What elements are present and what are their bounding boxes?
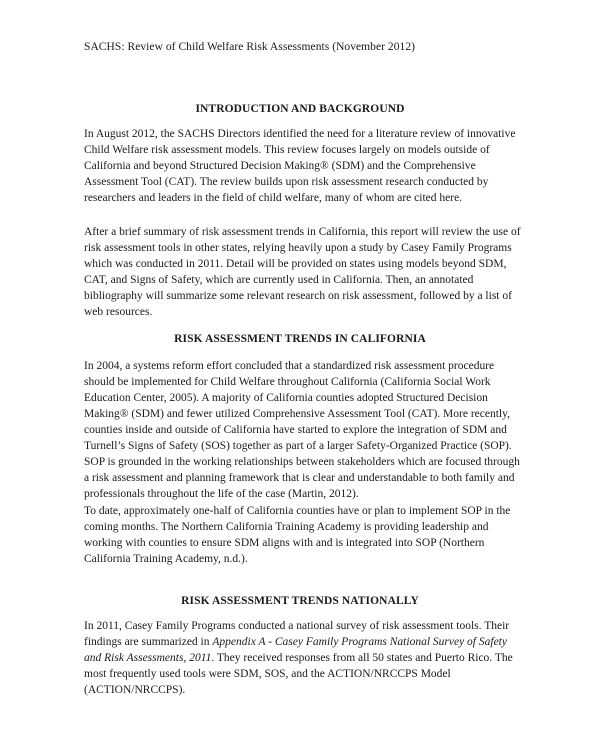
section-heading-introduction: INTRODUCTION AND BACKGROUND [195,103,405,115]
paragraph-nationally-text-after: . They received responses from all 50 states and Puerto Rico. The most frequently used tools were SDM, SOS, and the ACTION/NRCCPS Model (ACTION/NRCCPS). [84,652,513,696]
paragraph-nationally-text-before: In 2011, Casey Family Programs conducted a national survey of risk assessment tools. Their findings are summarized in [84,620,510,648]
section-heading-california: RISK ASSESSMENT TRENDS IN CALIFORNIA [174,333,426,345]
appendix-a-reference: Appendix A - Casey Family Programs National Survey of Safety and Risk Assessments, 2011 [84,636,507,664]
paragraph-california-1: In 2004, a systems reform effort concluded that a standardized risk assessment procedure should be implemented for Child Welfare throughout California (California Social Work Education Center, 2005). A majority of California counties adopted Structured Decision Making® (SDM) and fewer utilized Comprehensive Assessment Tool (CAT). More recently, counties inside and outside of California have started to explore the integration of SDM and Turnell’s Signs of Safety (SOS) together as part of a larger Safety-Organized Practice (SOP). SOP is grounded in the working relationships between stakeholders which are focused through a risk assessment and planning framework that is clear and understandable to both family and professionals throughout the life of the case (Martin, 2012). [84,360,520,500]
paragraph-introduction-2: After a brief summary of risk assessment trends in California, this report will review the use of risk assessment tools in other states, relying heavily upon a study by Casey Family Programs which was conducted in 2011. Detail will be provided on states using models beyond SDM, CAT, and Signs of Safety, which are currently used in California. Then, an annotated bibliography will summarize some relevant research on risk assessment, followed by a list of web resources. [84,226,521,318]
paragraph-introduction-1: In August 2012, the SACHS Directors identified the need for a literature review of innovative Child Welfare risk assessment models. This review focuses largely on models outside of California and beyond Structured Decision Making® (SDM) and the Comprehensive Assessment Tool (CAT). The review builds upon risk assessment research conducted by researchers and leaders in the field of child welfare, many of whom are cited here. [84,128,516,204]
paragraph-nationally-1 [84,618,524,698]
paragraph-california-2: To date, approximately one-half of California counties have or plan to implement SOP in the coming months. The Northern California Training Academy is providing leadership and working with counties to ensure SDM aligns with and is integrated into SOP (Northern California Training Academy, n.d.). [84,505,511,565]
running-header: SACHS: Review of Child Welfare Risk Assessments (November 2012) [84,41,416,53]
section-heading-nationally: RISK ASSESSMENT TRENDS NATIONALLY [181,595,419,607]
